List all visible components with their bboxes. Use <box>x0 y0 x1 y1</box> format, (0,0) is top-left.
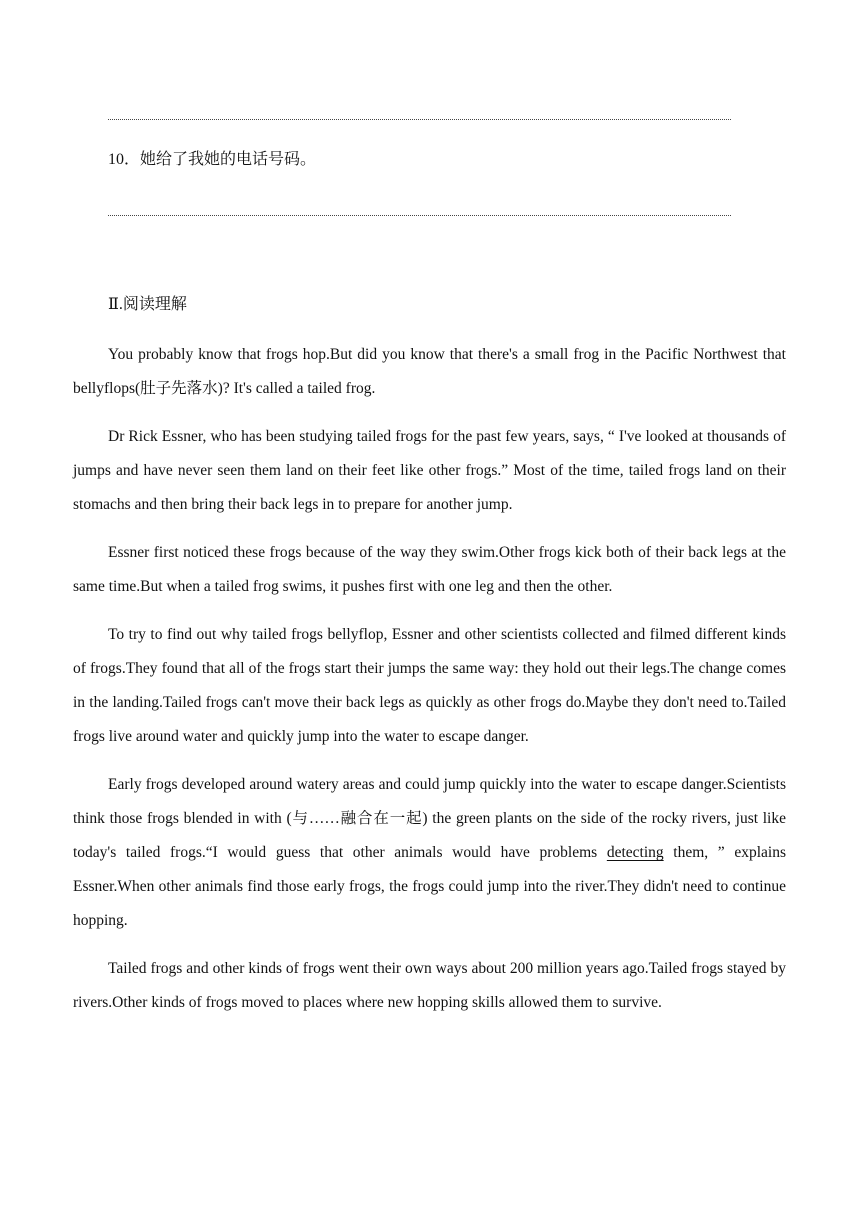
paragraph-5-text-before: Early frogs developed around watery areas and could jump quickly into the water to escape danger.Scientists think those frogs blended in with (与……融合在一起) the green plants on the side of the rocky rivers, just like today's tailed frogs.“I would guess that other animals would have problems <box>73 776 786 861</box>
passage-paragraph-1: You probably know that frogs hop.But did you know that there's a small frog in the Pacific Northwest that bellyflops(肚子先落水)? It's called a tailed frog. <box>73 346 786 397</box>
reading-passage <box>73 338 786 1034</box>
passage-paragraph-3: Essner first noticed these frogs because of the way they swim.Other frogs kick both of their back legs at the same time.But when a tailed frog swims, it pushes first with one leg and then the other. <box>73 544 786 595</box>
passage-paragraph-5 <box>73 768 786 938</box>
underlined-word-detecting: detecting <box>606 844 664 861</box>
paragraph-5-text-after: them, ” explains Essner.When other animals find those early frogs, the frogs could jump into the river.They didn't need to continue hopping. <box>73 844 786 929</box>
answer-line-9 <box>108 119 731 120</box>
answer-line-10 <box>108 215 731 216</box>
passage-paragraph-4: To try to find out why tailed frogs bellyflop, Essner and other scientists collected and filmed different kinds of frogs.They found that all of the frogs start their jumps the same way: they hold out their legs.The change comes in the landing.Tailed frogs can't move their back legs as quickly as other frogs do.Maybe they don't need to.Tailed frogs live around water and quickly jump into the water to escape danger. <box>73 626 786 745</box>
passage-paragraph-2: Dr Rick Essner, who has been studying tailed frogs for the past few years, says, “ I've looked at thousands of jumps and have never seen them land on their feet like other frogs.” Most of the time, tailed frogs land on their stomachs and then bring their back legs in to prepare for another jump. <box>73 428 786 513</box>
passage-paragraph-6: Tailed frogs and other kinds of frogs went their own ways about 200 million years ago.Tailed frogs stayed by rivers.Other kinds of frogs moved to places where new hopping skills allowed them to survive. <box>73 960 786 1011</box>
section-title-reading: Ⅱ.阅读理解 <box>108 296 187 313</box>
question-10: 10．她给了我她的电话号码。 <box>108 151 317 168</box>
